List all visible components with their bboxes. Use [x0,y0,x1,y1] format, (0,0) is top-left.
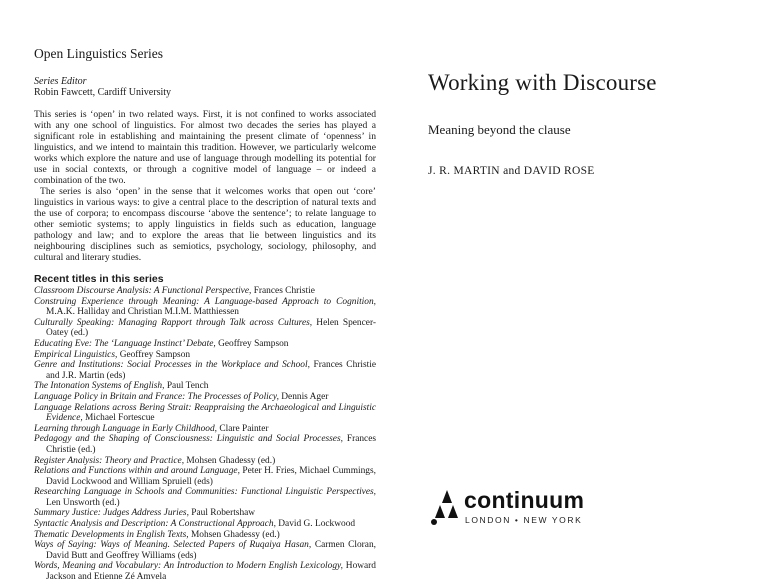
recent-title-item [34,350,376,361]
recent-title-item [34,466,376,487]
recent-title-name: Relations and Functions within and around Language, [34,466,240,477]
recent-title-author: Helen Spencer-Oatey (ed.) [46,317,376,339]
recent-title-author: Peter H. Fries, Michael Cummings, David Lockwood and William Spruiell (eds) [46,466,376,487]
recent-title-author: Geoffrey Sampson [215,338,289,349]
book-subtitle: Meaning beyond the clause [428,122,571,137]
recent-title-name: The Intonation Systems of English, [34,381,165,392]
recent-title-author: Mohsen Ghadessy (ed.) [188,529,280,540]
recent-title-item [34,508,376,519]
recent-title-name: Culturally Speaking: Managing Rapport through Talk across Cultures, [34,317,313,328]
recent-title-author: Len Unsworth (ed.) [46,497,120,508]
recent-title-name: Register Analysis: Theory and Practice, [34,455,185,466]
recent-title-name: Classroom Discourse Analysis: A Functional Perspective, [34,286,252,296]
recent-title-name: Empirical Linguistics, [34,349,118,360]
book-title: Working with Discourse [428,70,657,95]
recent-title-item [34,434,376,455]
recent-title-item [34,392,376,403]
recent-title-item [34,424,376,435]
series-description-paragraph-1: This series is ‘open’ in two related ways. First, it is not confined to works associated with any one school of linguistics. For almost two decades the series has played a significant role in establishing and maintaining the present climate of ‘openness’ in linguistics, and we intend to maintain this tradition. However, we particularly welcome works which explore the nature and use of language through modelling its potential for use in social contexts, or through a cognitive model of language – or indeed a combination of the two. [34,109,376,186]
continuum-logo-icon [430,489,460,527]
recent-title-item [34,286,376,297]
series-editor-label: Series Editor [34,76,87,87]
recent-title-item [34,403,376,424]
recent-title-author: M.A.K. Halliday and Christian M.I.M. Matthiessen [46,307,239,318]
publisher-name: continuum [464,487,585,513]
series-description [34,109,376,263]
recent-title-author: Clare Painter [217,423,269,434]
recent-title-item [34,530,376,541]
recent-title-author: Michael Fortescue [82,413,155,424]
recent-title-item [34,297,376,318]
recent-title-name: Pedagogy and the Shaping of Consciousness: Linguistic and Social Processes, [34,434,343,445]
recent-title-name: Language Policy in Britain and France: The Processes of Policy, [34,391,279,402]
recent-title-name: Thematic Developments in English Texts, [34,529,189,540]
recent-title-author: Frances Christie [251,286,315,296]
recent-title-author: Dennis Ager [278,391,329,402]
recent-title-item [34,456,376,467]
recent-title-item [34,360,376,381]
recent-title-author: Frances Christie (ed.) [46,434,377,455]
recent-title-item [34,519,376,530]
publisher-imprint [430,487,630,531]
recent-title-name: Summary Justice: Judges Address Juries, [34,508,189,519]
title-page [428,70,748,177]
recent-title-author: Paul Tench [164,381,209,392]
recent-title-author: Carmen Cloran, David Butt and Geoffrey Williams (eds) [46,540,376,561]
recent-titles-heading: Recent titles in this series [34,273,164,285]
recent-title-name: Learning through Language in Early Childhood, [34,423,217,434]
recent-title-name: Language Relations across Bering Strait: Reappraising the Archaeological and Linguistic Evidence, [34,402,376,424]
recent-title-name: Words, Meaning and Vocabulary: An Introduction to Modern English Lexicology, [34,561,344,572]
recent-title-name: Genre and Institutions: Social Processes in the Workplace and School, [34,360,310,371]
recent-title-author: Frances Christie and J.R. Martin (eds) [46,360,376,381]
recent-title-item [34,561,376,582]
recent-title-item [34,381,376,392]
recent-title-name: Researching Language in Schools and Communities: Functional Linguistic Perspectives, [34,487,376,498]
publisher-cities: LONDON • NEW YORK [465,515,583,525]
series-editor-name: Robin Fawcett, Cardiff University [34,87,172,98]
recent-title-name: Construing Experience through Meaning: A Language-based Approach to Cognition, [34,296,376,307]
recent-title-author: Howard Jackson and Etienne Zé Amvela [46,561,376,583]
recent-title-name: Syntactic Analysis and Description: A Constructional Approach, [34,519,276,530]
recent-title-name: Ways of Saying: Ways of Meaning. Selected Papers of Ruqaiya Hasan, [34,540,312,551]
recent-title-item [34,487,376,508]
recent-title-item [34,540,376,561]
book-authors: J. R. MARTIN and DAVID ROSE [428,165,595,177]
series-title: Open Linguistics Series [34,46,163,61]
recent-title-author: Mohsen Ghadessy (ed.) [184,455,276,466]
recent-title-item [34,339,376,350]
recent-title-name: Educating Eve: The ‘Language Instinct’ Debate, [34,338,216,349]
recent-title-author: Paul Robertshaw [188,508,256,519]
series-page [34,46,376,583]
recent-titles-list [34,286,376,583]
recent-title-author: David G. Lockwood [275,519,356,530]
series-description-paragraph-2: The series is also ‘open’ in the sense that it welcomes works that open out ‘core’ linguistics in various ways: to give a central place to the description of natural texts and the use of corpora; to encompass discourse ‘above the sentence’; to relate language to other semiotic systems; to apply linguistics in fields such as education, language pathology and law; and to explore the areas that lie between linguistics and its neighbouring disciplines such as semiotics, psychology, sociology, philosophy, and cultural and literary studies. [34,186,376,263]
recent-title-author: Geoffrey Sampson [117,349,191,360]
recent-title-item [34,318,376,339]
